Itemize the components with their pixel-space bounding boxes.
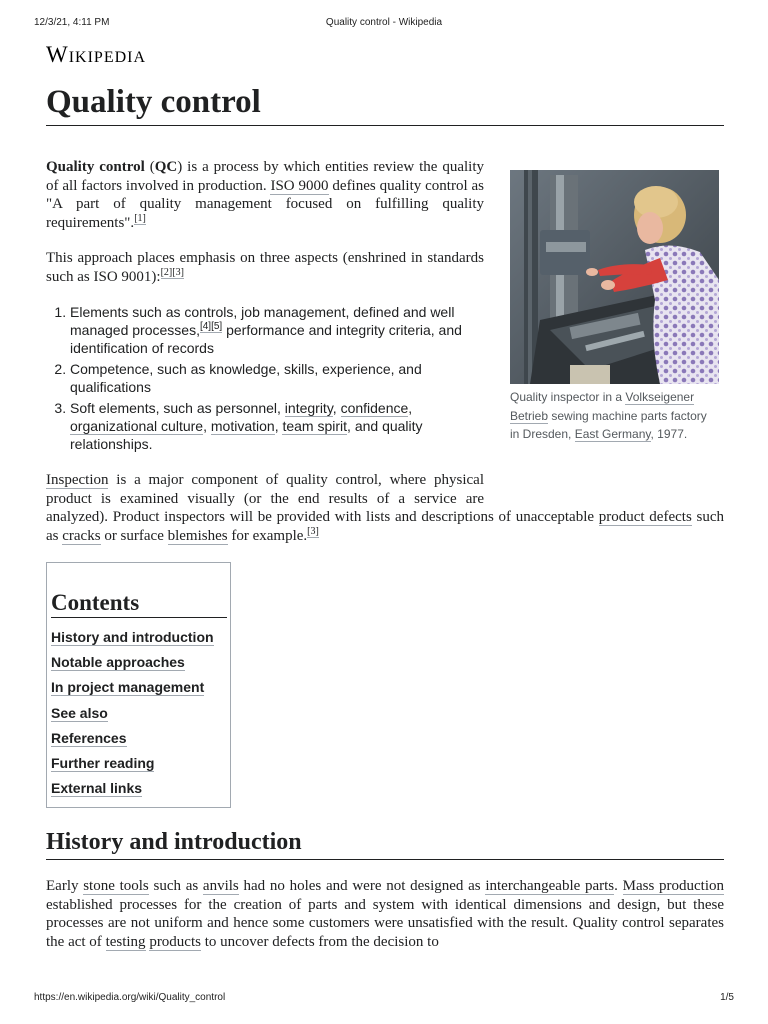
inspection-text-1: is a major component of quality control, where physical product is examined visually (or the end results of a service are analyzed). Product inspectors will be provided with lists and descriptions of unacceptable bbox=[46, 472, 599, 525]
intro-term: Quality control bbox=[46, 159, 145, 175]
toc-title: Contents bbox=[51, 589, 227, 618]
history-text-2: such as bbox=[148, 878, 203, 894]
team-spirit-link[interactable]: team spirit bbox=[282, 418, 348, 434]
volkseigener-betrieb-link[interactable]: Volkseigener Betrieb bbox=[510, 390, 695, 423]
print-page-number: 1/5 bbox=[720, 992, 734, 1003]
inspection-link[interactable]: Inspection bbox=[46, 472, 109, 488]
toc-link-see-also[interactable]: See also bbox=[51, 704, 108, 721]
inspection-text-4: for example. bbox=[227, 527, 308, 544]
blemishes-link[interactable]: blemishes bbox=[167, 527, 228, 544]
ref-3[interactable]: [3] bbox=[172, 266, 184, 278]
toc-link-references[interactable]: References bbox=[51, 729, 127, 746]
mass-production-link[interactable]: Mass production bbox=[622, 878, 724, 894]
inspection-text-2: such as bbox=[46, 509, 724, 544]
print-url: https://en.wikipedia.org/wiki/Quality_control bbox=[34, 992, 226, 1003]
history-text-1: Early bbox=[46, 878, 84, 894]
caption-text-1: Quality inspector in a bbox=[510, 390, 626, 404]
inspector-figure bbox=[510, 170, 719, 444]
confidence-link[interactable]: confidence bbox=[340, 400, 409, 416]
toc-item-project-management bbox=[51, 678, 214, 703]
ref-3b[interactable]: [3] bbox=[307, 525, 319, 537]
print-header bbox=[0, 17, 768, 33]
ref-5[interactable]: [5] bbox=[211, 321, 223, 333]
toc-link-further-reading[interactable]: Further reading bbox=[51, 754, 155, 771]
testing-link[interactable]: testing bbox=[105, 933, 146, 950]
aspect-2-text: Competence, such as knowledge, skills, experience, and qualifications bbox=[70, 361, 422, 395]
intro-text-2: defines quality control as "A part of quality management focused on fulfilling quality requirements". bbox=[46, 177, 485, 231]
toc-link-notable-approaches[interactable]: Notable approaches bbox=[51, 654, 185, 671]
figure-caption bbox=[510, 384, 719, 444]
aspect-3-text-2: , and quality relationships. bbox=[70, 418, 423, 452]
approach-paragraph bbox=[46, 249, 484, 286]
table-of-contents bbox=[46, 562, 231, 808]
aspect-1-text-2: performance and integrity criteria, and identification of records bbox=[70, 322, 462, 356]
history-text-4: . bbox=[614, 878, 623, 894]
iso9000-link[interactable]: ISO 9000 bbox=[270, 177, 329, 194]
aspect-3-text: Soft elements, such as personnel, bbox=[70, 400, 285, 416]
toc-link-project-management[interactable]: In project management bbox=[51, 679, 205, 696]
east-germany-link[interactable]: East Germany bbox=[574, 427, 651, 441]
stone-tools-link[interactable]: stone tools bbox=[83, 878, 149, 894]
toc-item-external-links bbox=[51, 779, 214, 804]
figure-float-spacer bbox=[484, 471, 724, 491]
toc-list bbox=[51, 628, 214, 804]
ref-1[interactable]: [1] bbox=[134, 212, 146, 224]
anvils-link[interactable]: anvils bbox=[202, 878, 239, 894]
toc-link-external-links[interactable]: External links bbox=[51, 780, 143, 797]
inspection-text-3: or surface bbox=[100, 527, 168, 544]
approach-text: This approach places emphasis on three aspects (enshrined in standards such as ISO 9001): bbox=[46, 250, 484, 285]
motivation-link[interactable]: motivation bbox=[210, 418, 275, 434]
cracks-link[interactable]: cracks bbox=[62, 527, 101, 544]
toc-item-history bbox=[51, 628, 214, 653]
ref-2[interactable]: [2] bbox=[160, 266, 173, 278]
print-title: Quality control - Wikipedia bbox=[325, 17, 443, 28]
ref-4[interactable]: [4] bbox=[199, 321, 212, 333]
history-paragraph bbox=[46, 877, 724, 951]
toc-item-references bbox=[51, 729, 214, 754]
intro-paragraph: Quality control (QC) is a process by which entities review the quality of all factors involved in production. ISO 9000 defines quality control as "A part of quality management focused on fulfilling quality requirements".[1] bbox=[46, 159, 485, 231]
list-item bbox=[70, 399, 466, 453]
list-item bbox=[70, 303, 466, 357]
print-date: 12/3/21, 4:11 PM bbox=[34, 17, 110, 28]
organizational-culture-link[interactable]: organizational culture bbox=[70, 418, 204, 434]
inspection-paragraph bbox=[46, 471, 724, 545]
wikipedia-wordmark[interactable]: Wikipedia bbox=[46, 42, 147, 67]
intro-text-1: is a process by which entities review the quality of all factors involved in production. bbox=[46, 159, 484, 194]
toc-item-see-also bbox=[51, 704, 214, 729]
toc-item-notable-approaches bbox=[51, 653, 214, 678]
quality-inspector-photo[interactable] bbox=[510, 170, 719, 384]
history-heading: History and introduction bbox=[46, 826, 724, 860]
intro-abbr: QC bbox=[154, 159, 178, 175]
page-title: Quality control bbox=[46, 80, 724, 126]
aspect-1-text: Elements such as controls, job management, defined and well managed processes, bbox=[70, 304, 455, 338]
separator: , bbox=[274, 418, 283, 434]
interchangeable-parts-link[interactable]: interchangeable parts bbox=[485, 878, 615, 894]
aspects-list bbox=[46, 303, 466, 456]
separator: , bbox=[332, 400, 341, 416]
toc-link-history[interactable]: History and introduction bbox=[51, 629, 214, 645]
integrity-link[interactable]: integrity bbox=[284, 400, 333, 416]
products-link[interactable]: products bbox=[149, 933, 201, 950]
caption-text-2: sewing machine parts factory in Dresden, bbox=[510, 408, 707, 441]
history-text-5: established processes for the creation of parts and system with identical dimensions and design, but these processes are not uniform and hence some customers were unsatisfied with the result. Quality control separates the act of bbox=[46, 896, 724, 950]
list-item bbox=[70, 360, 466, 396]
separator: , bbox=[408, 400, 413, 416]
toc-item-further-reading bbox=[51, 754, 214, 779]
product-defects-link[interactable]: product defects bbox=[598, 509, 692, 525]
separator: , bbox=[203, 418, 211, 434]
history-text-3: had no holes and were not designed as bbox=[238, 878, 486, 894]
caption-text-3: , 1977. bbox=[650, 427, 688, 441]
history-text-7: to uncover defects from the decision to bbox=[200, 933, 439, 950]
print-footer bbox=[0, 992, 768, 1008]
